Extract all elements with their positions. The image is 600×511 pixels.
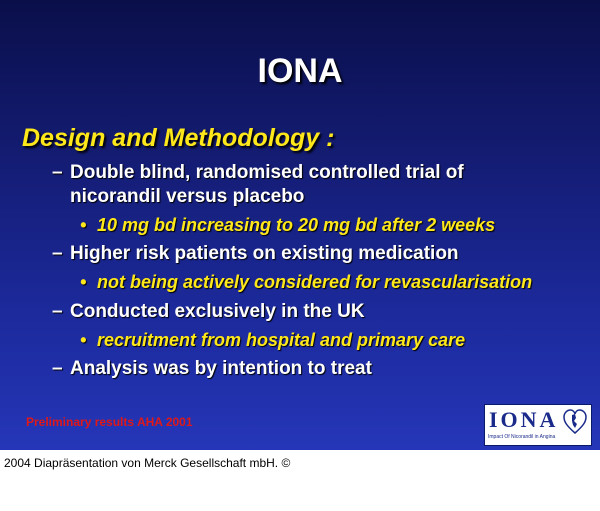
list-item: [0, 162, 600, 186]
dash: –: [52, 301, 63, 322]
logo-subtitle: Impact Of Nicorandil in Angina: [488, 434, 556, 440]
dash: –: [52, 358, 63, 379]
item-text-line: Analysis was by intention to treat: [70, 358, 372, 379]
dash: –: [52, 162, 63, 183]
dash: –: [52, 243, 63, 264]
item-text-line: Conducted exclusively in the UK: [70, 301, 365, 322]
sub-item-text: 10 mg bd increasing to 20 mg bd after 2 weeks: [97, 215, 496, 235]
sub-item: [0, 215, 600, 239]
section-heading: Design and Methodology :: [22, 124, 335, 152]
copyright-footer: 2004 Diapräsentation von Merck Gesellschaft mbH. ©: [4, 456, 291, 470]
list-item: [0, 358, 600, 382]
iona-logo: [484, 404, 592, 446]
logo-text: IONA: [489, 407, 559, 432]
bullet: •: [80, 330, 87, 350]
sub-item: [0, 330, 600, 354]
preliminary-results-note: Preliminary results AHA 2001: [26, 415, 193, 429]
heart-uk-map-icon: [563, 409, 587, 435]
sub-item-text: recruitment from hospital and primary care: [97, 330, 466, 350]
item-text-line: Higher risk patients on existing medication: [70, 243, 459, 264]
sub-item: [0, 272, 600, 296]
slide-title: IONA: [257, 52, 343, 90]
list-item: [0, 301, 600, 325]
bullet: •: [80, 272, 87, 292]
list-item-continuation: [0, 186, 600, 210]
item-text-line: Double blind, randomised controlled trial of: [70, 162, 464, 183]
item-text-line: nicorandil versus placebo: [70, 186, 305, 207]
sub-item-text: not being actively considered for revascularisation: [97, 272, 533, 292]
list-item: [0, 243, 600, 267]
bullet: •: [80, 215, 87, 235]
